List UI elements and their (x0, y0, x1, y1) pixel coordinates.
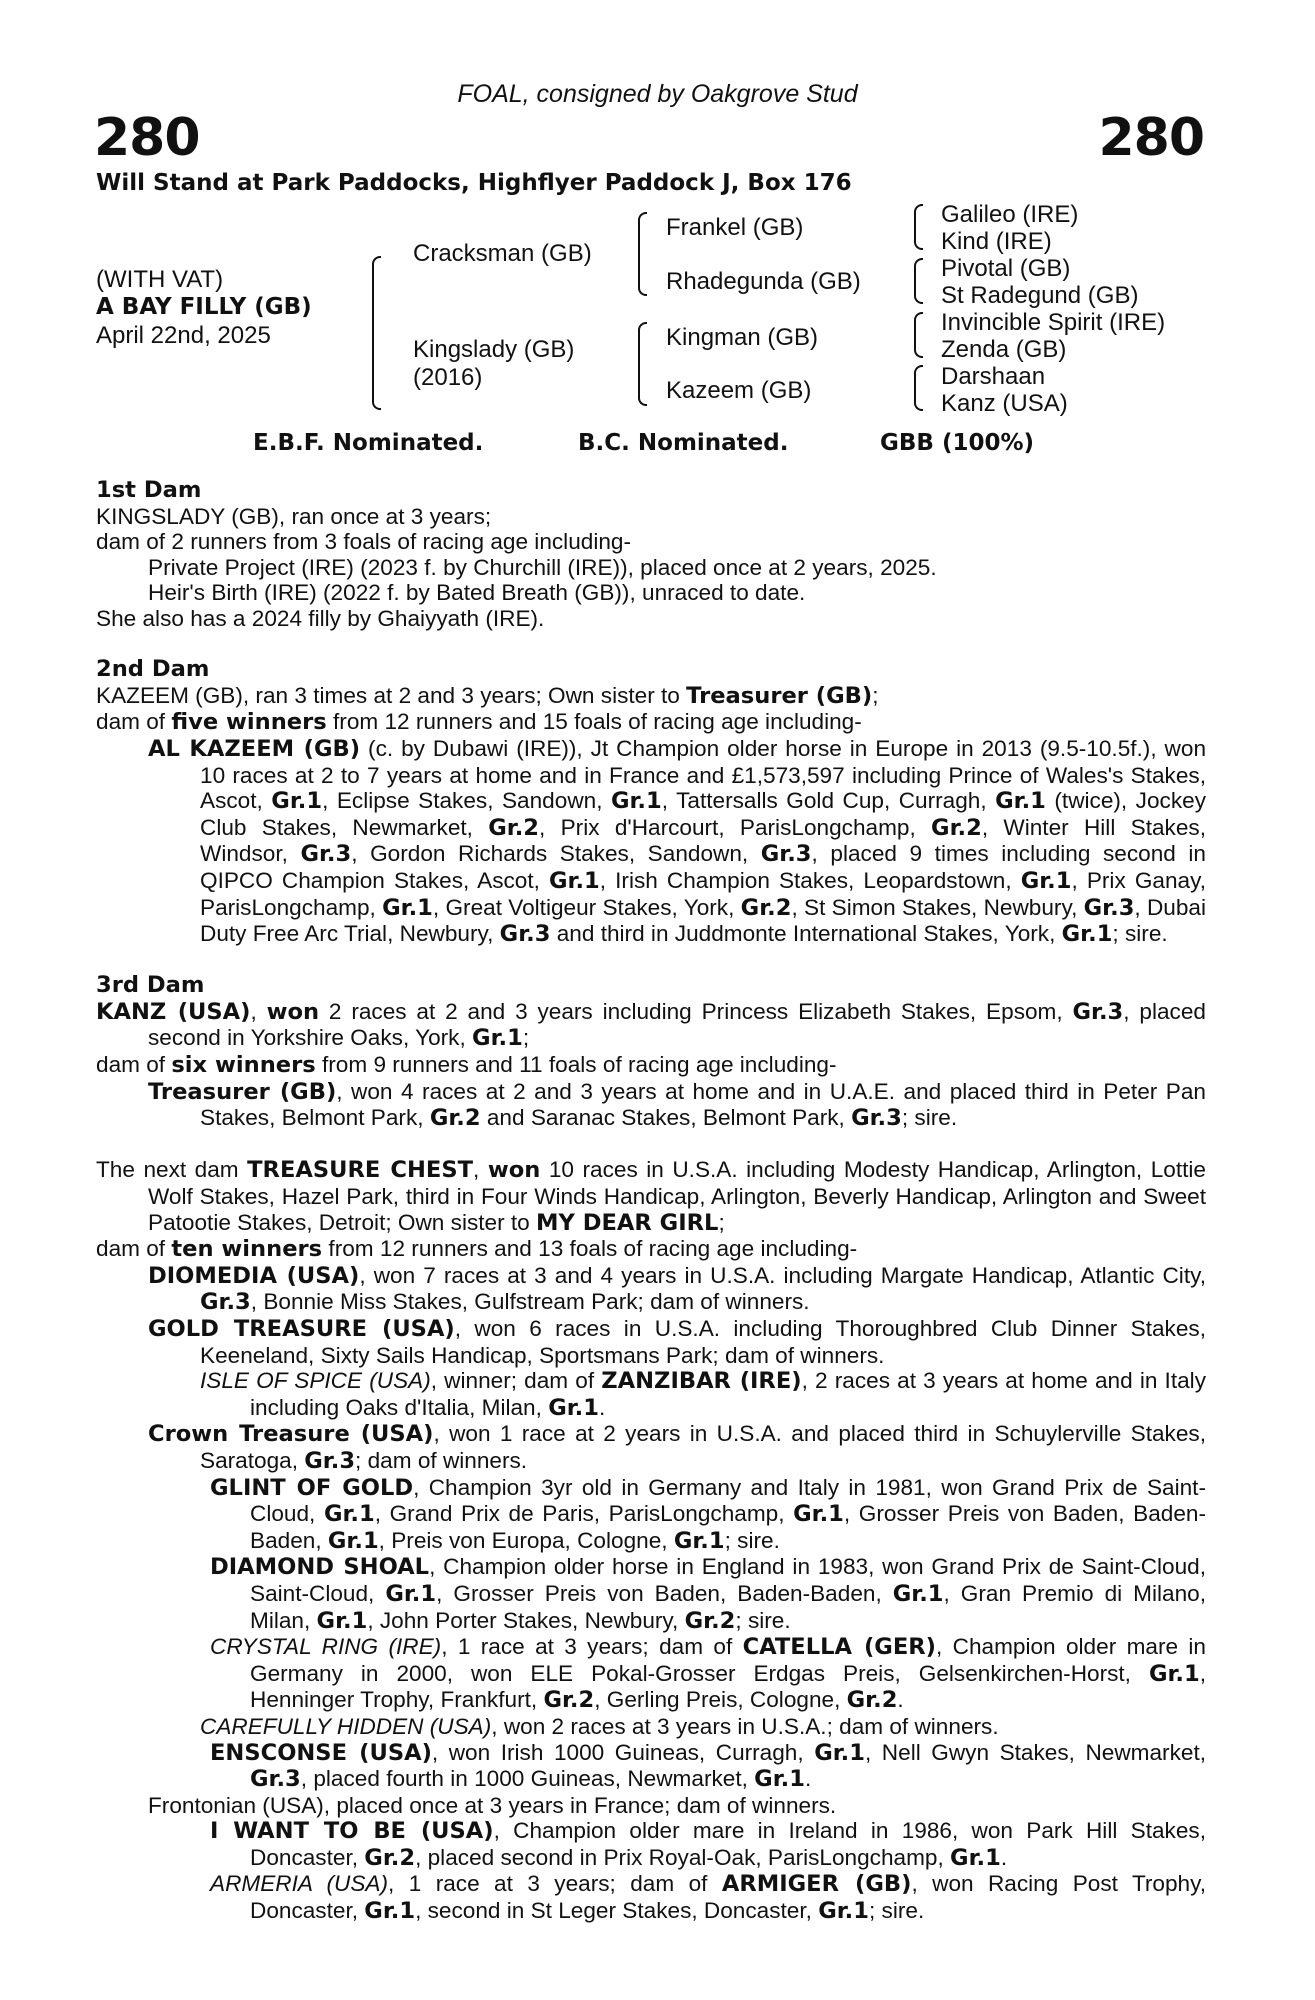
g3-zenda: Zenda (GB) (941, 336, 1067, 363)
first-dam-line: She also has a 2024 filly by Ghaiyyath (IRE). (96, 605, 545, 631)
first-dam-line: KINGSLADY (GB), ran once at 3 years; (96, 503, 492, 529)
armeria-entry: ARMERIA (USA), 1 race at 3 years; dam of ARMIGER (GB), won Racing Post Trophy, Doncaster, Gr.1, second in St Leger Stakes, Doncaster, Gr.1; sire. (210, 1871, 1207, 1925)
first-dam-line: dam of 2 runners from 3 foals of racing age including- (96, 529, 632, 555)
lot-number-left: 280 (94, 108, 200, 168)
brace-dam (638, 322, 647, 406)
kanz-entry: KANZ (USA), won 2 races at 2 and 3 years including Princess Elizabeth Stakes, Epsom, Gr.3, placed second in Yorkshire Oaks, York, Gr.1; (96, 998, 1206, 1052)
second-dam-heading: 2nd Dam (96, 656, 210, 683)
dam: Kingslady (GB) (413, 336, 575, 363)
location-line: Will Stand at Park Paddocks, Highflyer Paddock J, Box 176 (96, 170, 852, 196)
ensconse-entry: ENSCONSE (USA), won Irish 1000 Guineas, Curragh, Gr.1, Nell Gwyn Stakes, Newmarket, Gr.3, placed fourth in 1000 Guineas, Newmarket, Gr.1. (210, 1739, 1206, 1793)
glint-of-gold-entry: GLINT OF GOLD, Champion 3yr old in Germany and Italy in 1981, won Grand Prix de Saint-Cloud, Gr.1, Grand Prix de Paris, ParisLongchamp, Gr.1, Grosser Preis von Baden, Baden-Baden, Gr.1, Preis von Europa, Cologne, Gr.1; sire. (210, 1474, 1206, 1554)
g3-galileo: Galileo (IRE) (941, 201, 1079, 228)
second-dam-line: dam of five winners from 12 runners and 15 foals of racing age including- (96, 709, 862, 736)
second-dam-line: KAZEEM (GB), ran 3 times at 2 and 3 years; Own sister to Treasurer (GB); (96, 682, 879, 709)
next-dam-entry: The next dam TREASURE CHEST, won 10 races in U.S.A. including Modesty Handicap, Arlington, Lottie Wolf Stakes, Hazel Park, third in Four Winds Handicap, Arlington, Beverly Handicap, Arlington and Sweet Patootie Stakes, Detroit; Own sister to MY DEAR GIRL; (96, 1157, 1206, 1236)
al-kazeem-entry: AL KAZEEM (GB) (c. by Dubawi (IRE)), Jt Champion older horse in Europe in 2013 (9.5-10.5f.), won 10 races at 2 to 7 years at home and in France and £1,573,597 including Prince of Wales's Stakes, Ascot, Gr.1, Eclipse Stakes, Sandown, Gr.1, Tattersalls Gold Cup, Curragh, Gr.1 (twice), Jockey Club Stakes, Newmarket, Gr.2, Prix d'Harcourt, ParisLongchamp, Gr.2, Winter Hill Stakes, Windsor, Gr.3, Gordon Richards Stakes, Sandown, Gr.3, placed 9 times including second in QIPCO Champion Stakes, Ascot, Gr.1, Irish Champion Stakes, Leopardstown, Gr.1, Prix Ganay, ParisLongchamp, Gr.1, Great Voltigeur Stakes, York, Gr.2, St Simon Stakes, Newbury, Gr.3, Dubai Duty Free Arc Trial, Newbury, Gr.3 and third in Juddmonte International Stakes, York, Gr.1; sire. (148, 735, 1207, 948)
crown-treasure-entry: Crown Treasure (USA), won 1 race at 2 years in U.S.A. and placed third in Schuylerville Stakes, Saratoga, Gr.3; dam of winners. (148, 1421, 1206, 1474)
first-dam-produce: Heir's Birth (IRE) (2022 f. by Bated Breath (GB)), unraced to date. (148, 580, 806, 606)
g3-st-radegund: St Radegund (GB) (941, 282, 1139, 309)
lot-number-right: 280 (1098, 108, 1204, 168)
carefully-hidden-entry: CAREFULLY HIDDEN (USA), won 2 races at 3 years in U.S.A.; dam of winners. (200, 1713, 999, 1739)
brace-g3-4 (914, 365, 923, 411)
sire: Cracksman (GB) (413, 240, 592, 267)
first-dam-produce: Private Project (IRE) (2023 f. by Churchill (IRE)), placed once at 2 years, 2025. (148, 554, 937, 580)
foaled-date: April 22nd, 2025 (96, 322, 271, 349)
g3-kanz: Kanz (USA) (941, 390, 1068, 417)
first-dam-heading: 1st Dam (96, 477, 202, 503)
ebf-nomination: E.B.F. Nominated. (253, 430, 484, 456)
consignment-line: FOAL, consigned by Oakgrove Stud (457, 80, 858, 108)
brace-g3-3 (914, 312, 923, 358)
treasurer-entry: Treasurer (GB), won 4 races at 2 and 3 years at home and in U.A.E. and placed third in Peter Pan Stakes, Belmont Park, Gr.2 and Saranac Stakes, Belmont Park, Gr.3; sire. (148, 1078, 1206, 1132)
brace-g3-2 (914, 258, 923, 304)
vat-label: (WITH VAT) (96, 266, 224, 293)
brace-generation-1 (372, 256, 381, 410)
next-dam-line: dam of ten winners from 12 runners and 13 foals of racing age including- (96, 1236, 858, 1263)
sire-sire: Frankel (GB) (666, 214, 804, 241)
brace-sire (638, 212, 647, 296)
isle-of-spice-entry: ISLE OF SPICE (USA), winner; dam of ZANZIBAR (IRE), 2 races at 3 years at home and in Italy including Oaks d'Italia, Milan, Gr.1. (200, 1368, 1206, 1421)
gbb-percentage: GBB (100%) (880, 430, 1035, 456)
gold-treasure-entry: GOLD TREASURE (USA), won 6 races in U.S.A. including Thoroughbred Club Dinner Stakes, Keeneland, Sixty Sails Handicap, Sportsmans Park; dam of winners. (148, 1316, 1206, 1368)
crystal-ring-entry: CRYSTAL RING (IRE), 1 race at 3 years; dam of CATELLA (GER), Champion older mare in Germany in 2000, won ELE Pokal-Grosser Erdgas Preis, Gelsenkirchen-Horst, Gr.1, Henninger Trophy, Frankfurt, Gr.2, Gerling Preis, Cologne, Gr.2. (210, 1634, 1206, 1714)
catalogue-body (96, 478, 1206, 1925)
frontonian-entry: Frontonian (USA), placed once at 3 years in France; dam of winners. (148, 1792, 837, 1818)
third-dam-heading: 3rd Dam (96, 972, 205, 999)
dam-dam: Kazeem (GB) (666, 377, 812, 404)
dam-sire: Kingman (GB) (666, 324, 819, 351)
dam-year: (2016) (413, 364, 483, 391)
g3-kind: Kind (IRE) (941, 228, 1052, 255)
brace-g3-1 (914, 204, 923, 250)
g3-invincible-spirit: Invincible Spirit (IRE) (941, 309, 1166, 336)
g3-pivotal: Pivotal (GB) (941, 255, 1071, 282)
i-want-to-be-entry: I WANT TO BE (USA), Champion older mare in Ireland in 1986, won Park Hill Stakes, Doncaster, Gr.2, placed second in Prix Royal-Oak, ParisLongchamp, Gr.1. (210, 1818, 1206, 1871)
sire-dam: Rhadegunda (GB) (666, 268, 861, 295)
diamond-shoal-entry: DIAMOND SHOAL, Champion older horse in England in 1983, won Grand Prix de Saint-Cloud, Saint-Cloud, Gr.1, Grosser Preis von Baden, Baden-Baden, Gr.1, Gran Premio di Milano, Milan, Gr.1, John Porter Stakes, Newbury, Gr.2; sire. (210, 1554, 1207, 1634)
bc-nomination: B.C. Nominated. (578, 430, 789, 456)
g3-darshaan: Darshaan (941, 363, 1046, 390)
third-dam-line: dam of six winners from 9 runners and 11 foals of racing age including- (96, 1052, 837, 1079)
diomedia-entry: DIOMEDIA (USA), won 7 races at 3 and 4 years in U.S.A. including Margate Handicap, Atlantic City, Gr.3, Bonnie Miss Stakes, Gulfstream Park; dam of winners. (148, 1262, 1206, 1316)
lot-name: A BAY FILLY (GB) (96, 294, 312, 320)
